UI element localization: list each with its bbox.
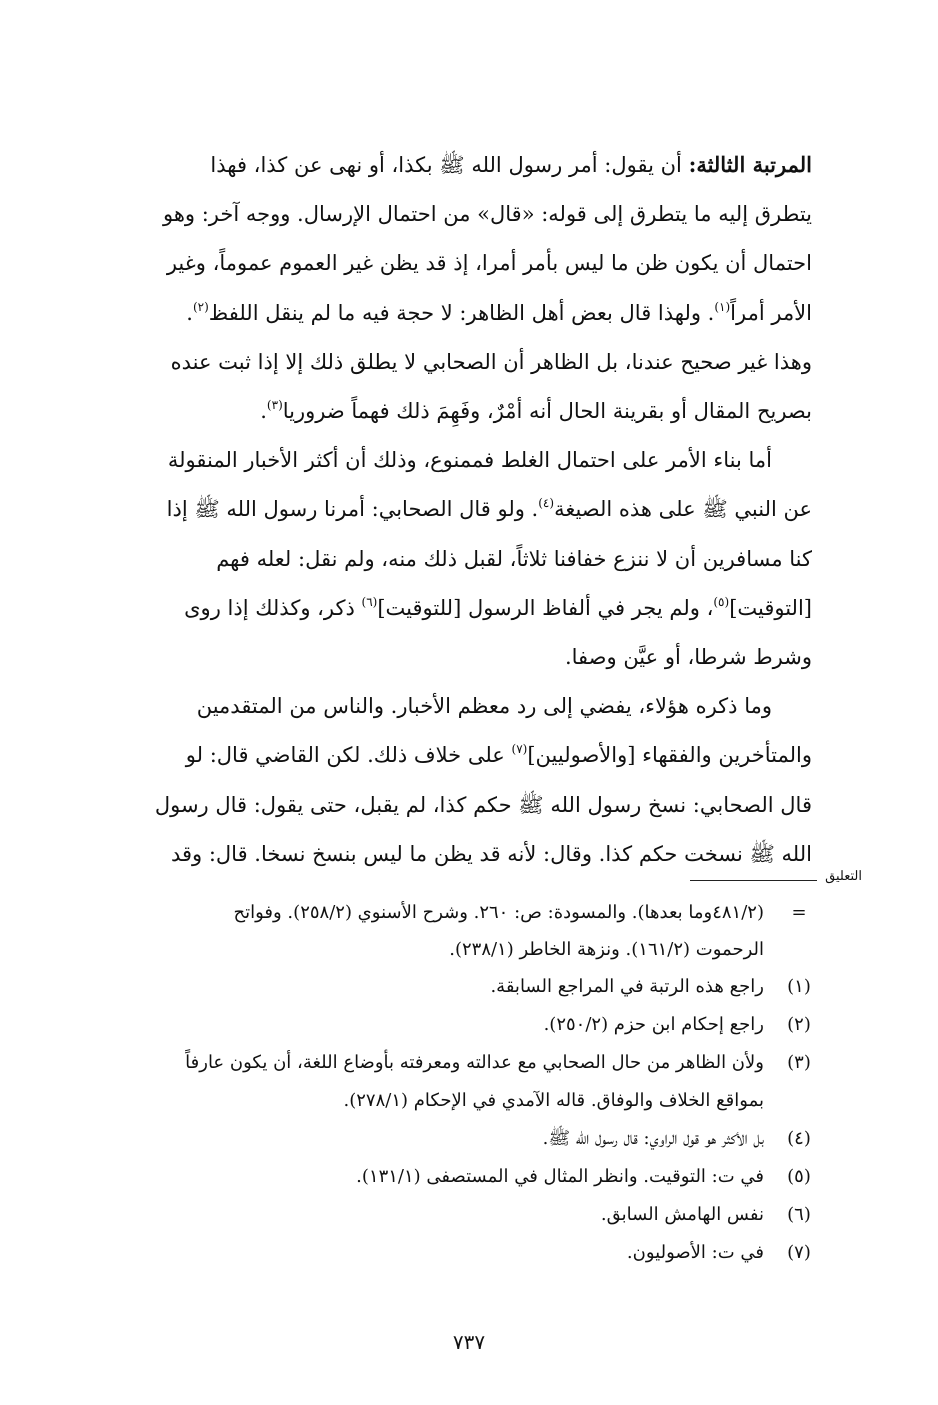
line-text: الأمر أمراً [730, 300, 812, 325]
footnote-item [96, 1196, 816, 1234]
line-text: يتطرق إليه ما يتطرق إلى قوله: «قال» من احتمال الإرسال. ووجه آخر: وهو [162, 202, 812, 227]
footnote-number: (٧) [787, 1242, 811, 1263]
footnote-text: في ت: الأصوليون. [626, 1242, 764, 1263]
footnote-number: (٤) [787, 1128, 811, 1149]
footnote-ref[interactable]: (٧) [511, 742, 528, 757]
paragraph-1 [104, 140, 812, 436]
text-line [104, 289, 812, 338]
footnote-item [96, 1234, 816, 1272]
footnote-item [96, 895, 816, 968]
line-text: . [186, 300, 193, 325]
line-text: عن النبي ﷺ على هذه الصيغة [554, 497, 812, 522]
main-text [104, 140, 812, 879]
footnote-number: (١) [787, 976, 811, 997]
footnote-text: (٤٨١/٢وما بعدها). والمسودة: ص: ٢٦٠. وشرح الأسنوي (٢٥٨/٢). وفواتح [233, 902, 764, 923]
footnote-text: راجع هذه الرتبة في المراجع السابقة. [490, 976, 764, 997]
footnote-label: التعليق [825, 869, 862, 884]
line-text: أن يقول: أمر رسول الله ﷺ بكذا، أو نهى عن كذا، فهذا [210, 153, 689, 177]
section-heading: المرتبة الثالثة: [688, 152, 812, 177]
text-line [104, 239, 812, 288]
footnote-item [96, 1044, 816, 1120]
text-line [104, 781, 812, 830]
line-text: . ولو قال الصحابي: أمرنا رسول الله ﷺ إذا [166, 497, 539, 522]
line-text: والمتأخرين والفقهاء [والأصوليين] [527, 743, 812, 768]
footnote-item [96, 968, 816, 1006]
text-line [104, 387, 812, 436]
line-text: وشرط شرطا، أو عيَّن وصفا. [564, 645, 812, 670]
footnote-number: (٢) [787, 1014, 811, 1035]
footnote-ref[interactable]: (١) [714, 299, 731, 314]
line-text: قال الصحابي: نسخ رسول الله ﷺ حكم كذا، لم يقبل، حتى يقول: قال رسول [154, 792, 812, 817]
footnote-number: (٥) [787, 1166, 811, 1187]
footnote-ref[interactable]: (٦) [361, 594, 378, 609]
footnote-text: بمواقع الخلاف والوفاق. قاله الآمدي في الإحكام (٢٧٨/١). [343, 1090, 764, 1111]
footnote-number: = [791, 902, 807, 923]
line-text: . [260, 399, 267, 424]
line-text: على خلاف ذلك. لكن القاضي قال: لو [185, 743, 512, 768]
footnote-ref[interactable]: (٤) [538, 496, 555, 511]
text-line [104, 140, 812, 190]
line-text: الله ﷺ نسخت حكم كذا. وقال: لأنه قد يظن ما ليس بنسخ نسخا. قال: وقد [170, 841, 812, 866]
text-line [104, 633, 812, 682]
text-line [104, 682, 812, 731]
line-text: ذكر، وكذلك إذا روى [184, 595, 362, 620]
text-line [104, 190, 812, 239]
footnote-item [96, 1006, 816, 1044]
footnote-text: بل الأكثر هو قول الراوي: قال رسول الله ﷺ. [542, 1128, 764, 1149]
footnote-item [96, 1120, 816, 1158]
text-line [104, 436, 812, 485]
line-text: وما ذكره هؤلاء، يفضي إلى رد معظم الأخبار. والناس من المتقدمين [196, 694, 772, 719]
footnote-text: راجع إحكام ابن حزم (٢٥٠/٢). [543, 1014, 764, 1035]
line-text: . ولهذا قال بعض أهل الظاهر: لا حجة فيه ما لم ينقل اللفظ [208, 300, 715, 325]
text-line [104, 485, 812, 534]
footnote-number: (٣) [787, 1052, 811, 1073]
footnote-rule [690, 880, 817, 881]
footnote-text: الرحموت (١٦١/٢). ونزهة الخاطر (٢٣٨/١). [449, 938, 764, 960]
footnote-ref[interactable]: (٥) [713, 594, 730, 609]
footnote-text: نفس الهامش السابق. [600, 1204, 764, 1225]
text-line [104, 731, 812, 780]
footnotes [96, 895, 816, 1272]
text-line [104, 535, 812, 584]
footnote-item [96, 1158, 816, 1196]
text-line [104, 338, 812, 387]
footnote-text: ولأن الظاهر من حال الصحابي مع عدالته ومعرفته بأوضاع اللغة، أن يكون عارفاً [185, 1052, 764, 1073]
footnote-number: (٦) [787, 1204, 811, 1225]
line-text: [التوقيت] [729, 595, 812, 620]
line-text: بصريح المقال أو بقرينة الحال أنه أمْرٌ، وفَهِمَ ذلك فهماً ضروريا [282, 399, 812, 424]
line-text: أما بناء الأمر على احتمال الغلط فممنوع، وذلك أن أكثر الأخبار المنقولة [167, 448, 772, 473]
footnote-text: في ت: التوقيت. وانظر المثال في المستصفى (١٣١/١). [356, 1166, 764, 1187]
line-text: احتمال أن يكون ظن ما ليس بأمر أمرا، إذ قد يظن غير العموم عموماً، وغير [166, 251, 812, 276]
line-text: كنا مسافرين أن لا ننزع خفافنا ثلاثاً، لقبل ذلك منه، ولم نقل: لعله فهم [216, 546, 812, 571]
footnote-ref[interactable]: (٢) [192, 299, 209, 314]
paragraph-2 [104, 436, 812, 682]
paragraph-3 [104, 682, 812, 879]
page-number: ٧٣٧ [452, 1330, 486, 1354]
line-text: وهذا غير صحيح عندنا، بل الظاهر أن الصحابي لا يطلق ذلك إلا إذا ثبت عنده [170, 349, 812, 374]
footnote-separator [690, 868, 862, 888]
footnote-ref[interactable]: (٣) [266, 398, 283, 413]
text-line [104, 584, 812, 633]
line-text: ، ولم يجر في ألفاظ الرسول [للتوقيت] [377, 595, 714, 620]
